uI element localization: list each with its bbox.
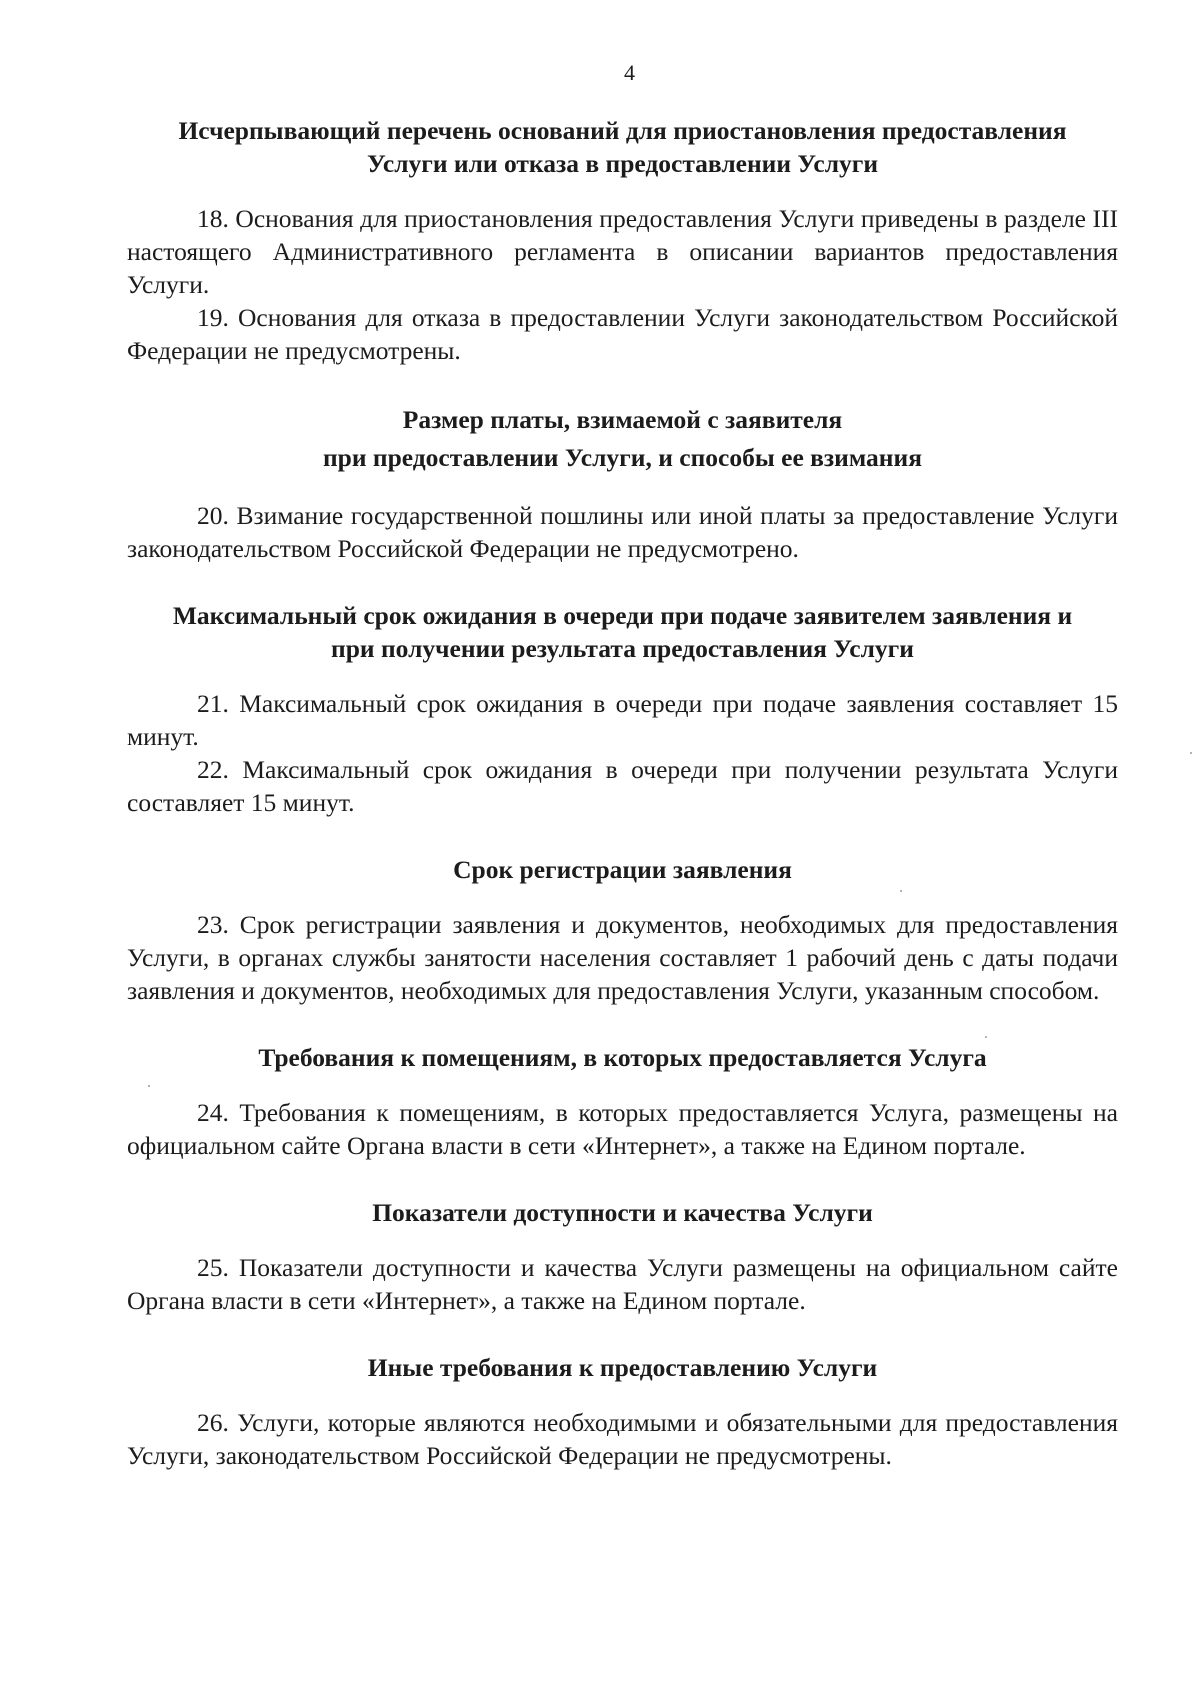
section-suspension-grounds [127, 114, 1118, 367]
heading-line: Максимальный срок ожидания в очереди при подаче заявителем заявления и [172, 601, 1073, 630]
paragraph-21: 21. Максимальный срок ожидания в очереди при подаче заявления составляет 15 минут. [127, 689, 1118, 751]
heading-line: Исчерпывающий перечень оснований для приостановления предоставления [178, 116, 1067, 145]
heading-line: при предоставлении Услуги, и способы ее взимания [322, 443, 922, 472]
section-quality-indicators [127, 1196, 1118, 1317]
paragraph-19: 19. Основания для отказа в предоставлении Услуги законодательством Российской Федерации не предусмотрены. [127, 303, 1118, 365]
section-other-requirements [127, 1351, 1118, 1472]
heading-line: Услуги или отказа в предоставлении Услуги [366, 149, 879, 178]
page-number: 4 [624, 60, 635, 85]
section-heading [127, 401, 1118, 477]
scan-speck [148, 1085, 150, 1087]
heading-line: при получении результата предоставления Услуги [331, 634, 914, 663]
heading-line: Иные требования к предоставлению Услуги [367, 1353, 878, 1382]
heading-line: Размер платы, взимаемой с заявителя [402, 405, 843, 434]
section-registration-time [127, 853, 1118, 1007]
section-heading [127, 1196, 1118, 1229]
paragraph-24: 24. Требования к помещениям, в которых предоставляется Услуга, размещены на официальном сайте Органа власти в сети «Интернет», а также на Едином портале. [127, 1098, 1118, 1160]
section-heading [127, 853, 1118, 886]
section-fee [127, 401, 1118, 565]
heading-line: Требования к помещениям, в которых предоставляется Услуга [258, 1043, 987, 1072]
heading-line: Срок регистрации заявления [453, 855, 792, 884]
paragraph-22: 22. Максимальный срок ожидания в очереди при получении результата Услуги составляет 15 минут. [127, 755, 1118, 817]
paragraph-26: 26. Услуги, которые являются необходимыми и обязательными для предоставления Услуги, законодательством Российской Федерации не предусмотрены. [127, 1408, 1118, 1470]
paragraph-20: 20. Взимание государственной пошлины или иной платы за предоставление Услуги законодательством Российской Федерации не предусмотрено. [127, 501, 1118, 563]
section-queue-time [127, 599, 1118, 819]
scan-speck [985, 1036, 987, 1038]
section-heading [127, 1351, 1118, 1384]
paragraph-23: 23. Срок регистрации заявления и документов, необходимых для предоставления Услуги, в органах службы занятости населения составляет 1 рабочий день с даты подачи заявления и документов, необходимых для предоставления Услуги, указанным способом. [127, 910, 1118, 1005]
heading-line: Показатели доступности и качества Услуги [372, 1198, 873, 1227]
section-heading [127, 1041, 1118, 1074]
scan-speck [1190, 752, 1192, 754]
paragraph-18: 18. Основания для приостановления предоставления Услуги приведены в разделе III настоящего Административного регламента в описании вариантов предоставления Услуги. [127, 204, 1118, 299]
section-heading [127, 599, 1118, 665]
section-heading [127, 114, 1118, 180]
section-premises-requirements [127, 1041, 1118, 1162]
paragraph-25: 25. Показатели доступности и качества Услуги размещены на официальном сайте Органа власти в сети «Интернет», а также на Едином портале. [127, 1253, 1118, 1315]
scan-speck [900, 890, 902, 892]
